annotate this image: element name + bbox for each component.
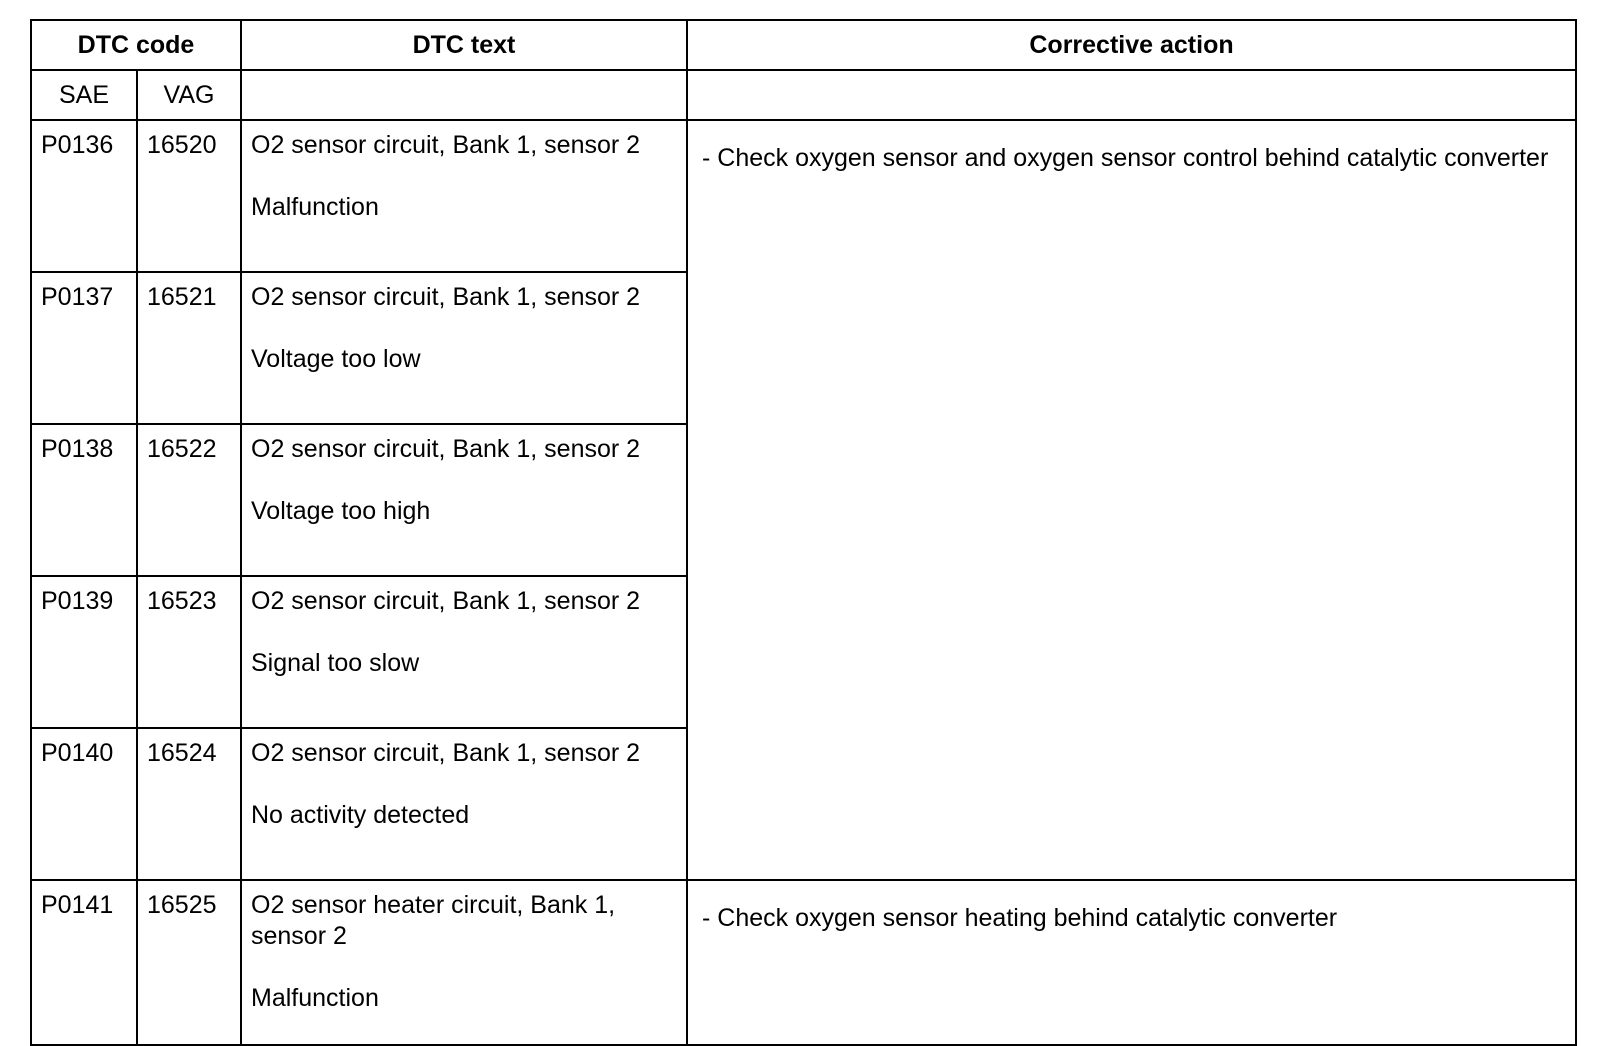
vag-code: 16522	[137, 424, 241, 576]
vag-code: 16523	[137, 576, 241, 728]
vag-code: 16525	[137, 880, 241, 1045]
dtc-status: Malfunction	[251, 984, 379, 1012]
dtc-text-cell	[241, 272, 687, 424]
header-dtc-text: DTC text	[241, 20, 687, 70]
subheader-empty-action	[687, 70, 1576, 120]
dtc-text-cell	[241, 728, 687, 880]
dtc-table	[30, 19, 1577, 1046]
header-dtc-code: DTC code	[31, 20, 241, 70]
dtc-status: No activity detected	[251, 801, 470, 829]
sae-code: P0139	[31, 576, 137, 728]
dtc-description: O2 sensor circuit, Bank 1, sensor 2	[251, 283, 641, 311]
dtc-status: Malfunction	[251, 193, 379, 221]
sae-code: P0136	[31, 120, 137, 272]
subheader-row	[31, 70, 1576, 120]
subheader-empty-text	[241, 70, 687, 120]
header-vag: VAG	[137, 70, 241, 120]
dtc-text-cell	[241, 120, 687, 272]
dtc-text-cell	[241, 424, 687, 576]
sae-code: P0138	[31, 424, 137, 576]
dtc-status: Voltage too high	[251, 497, 431, 525]
header-corrective-action: Corrective action	[687, 20, 1576, 70]
sae-code: P0140	[31, 728, 137, 880]
header-sae: SAE	[31, 70, 137, 120]
header-row	[31, 20, 1576, 70]
dtc-status: Signal too slow	[251, 649, 420, 677]
vag-code: 16524	[137, 728, 241, 880]
dtc-text-cell	[241, 880, 687, 1045]
sae-code: P0141	[31, 880, 137, 1045]
sae-code: P0137	[31, 272, 137, 424]
dtc-description: O2 sensor circuit, Bank 1, sensor 2	[251, 739, 641, 767]
dtc-text-cell	[241, 576, 687, 728]
vag-code: 16521	[137, 272, 241, 424]
table-row	[31, 880, 1576, 1045]
dtc-description: O2 sensor circuit, Bank 1, sensor 2	[251, 131, 641, 159]
corrective-action-cell: - Check oxygen sensor heating behind catalytic converter	[687, 880, 1576, 1045]
table-row	[31, 120, 1576, 272]
vag-code: 16520	[137, 120, 241, 272]
dtc-description: O2 sensor circuit, Bank 1, sensor 2	[251, 587, 641, 615]
dtc-description: O2 sensor circuit, Bank 1, sensor 2	[251, 435, 641, 463]
corrective-action-cell: - Check oxygen sensor and oxygen sensor control behind catalytic converter	[687, 120, 1576, 880]
dtc-status: Voltage too low	[251, 345, 421, 373]
dtc-description: O2 sensor heater circuit, Bank 1, sensor 2	[251, 891, 616, 950]
